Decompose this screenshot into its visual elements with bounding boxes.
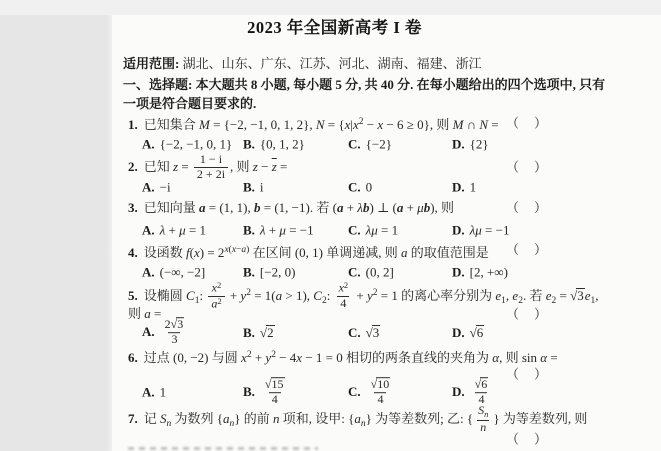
option-text: 1 <box>469 179 477 195</box>
photo-left-background <box>0 15 112 451</box>
option-text: $\frac{√6}{4}$ <box>474 377 488 406</box>
question-1-options <box>112 137 661 152</box>
question-text: 设椭圆 $C_1$: $\frac{x^2}{a^2}$ + $y^2 = 1(a > 1)$, $C_2$: $\frac{x^2}{4}$ + $y^2 = 1$ 的离心率分别为 $e_1$, $e_2$. 若 $e_2 = √3e_1$, <box>143 280 599 311</box>
photo-top-margin <box>0 0 661 15</box>
question-1-stem <box>112 115 661 130</box>
option-a <box>142 224 206 239</box>
question-text: 设函数 $f(x) = 2^{x(x-a)}$ 在区间 (0, 1) 单调递减, 则 a 的取值范围是 <box>143 245 489 260</box>
option-label: A. <box>142 222 155 238</box>
option-a <box>142 386 166 401</box>
option-label: D. <box>452 136 465 152</box>
question-text: 已知 z = $\frac{1 - i}{2 + 2i}$ , 则 $z - \overline{z}$ = <box>143 151 288 181</box>
option-label: A. <box>142 323 155 339</box>
question-text: 记 $S_n$ 为数列 $\{a_n\}$ 的前 n 项和, 设甲: $\{a_n\}$ 为等差数列; 乙: { $\frac{S_n}{n}$ } 为等差数列, 则 <box>143 403 588 434</box>
option-b <box>243 181 264 196</box>
option-label: A. <box>142 179 155 195</box>
option-text: √3 <box>365 325 380 341</box>
option-label: C. <box>348 136 361 152</box>
question-4-stem <box>112 242 661 258</box>
option-text: √2 <box>259 325 274 341</box>
option-d <box>452 224 509 239</box>
option-label: D. <box>452 383 465 399</box>
question-number: 4. <box>128 245 138 260</box>
option-c <box>348 181 372 196</box>
option-label: B. <box>243 383 255 399</box>
option-b <box>243 325 275 341</box>
answer-paren: （ ） <box>506 115 549 130</box>
option-label: C. <box>348 383 361 399</box>
question-5-options <box>112 319 661 347</box>
answer-paren: （ ） <box>506 431 549 447</box>
section-description: 本大题共 8 小题, 每小题 5 分, 共 40 分. 在每小题给出的四个选项中, 只有 <box>195 77 606 92</box>
option-c <box>348 137 392 152</box>
option-text: (−∞, −2] <box>159 264 206 280</box>
question-7-stem <box>112 405 661 432</box>
option-a <box>142 181 171 196</box>
option-text: λμ = 1 <box>365 222 399 238</box>
option-b <box>243 266 295 281</box>
option-label: C. <box>348 179 361 195</box>
option-text: λμ = −1 <box>469 222 510 238</box>
answer-paren: （ ） <box>506 242 549 257</box>
option-label: A. <box>142 264 155 280</box>
question-number: 7. <box>128 411 138 427</box>
page-title <box>112 18 557 38</box>
option-b <box>243 137 305 152</box>
question-4-options <box>112 266 661 280</box>
option-text: {2} <box>469 136 489 152</box>
option-text: √6 <box>469 325 484 341</box>
question-text: 则 a = <box>128 306 162 321</box>
cutoff-next-line-artifact <box>128 447 318 450</box>
option-d <box>452 266 508 281</box>
option-b <box>243 378 290 408</box>
question-3-options <box>112 224 661 238</box>
exam-title-text: 2023 年全国新高考 I 卷 <box>247 18 422 37</box>
option-c <box>348 325 380 341</box>
option-text: 0 <box>365 179 373 195</box>
option-label: D. <box>452 325 465 341</box>
option-label: B. <box>243 179 255 195</box>
option-text: i <box>259 179 264 195</box>
option-d <box>452 325 484 341</box>
option-text: [2, +∞) <box>469 264 508 280</box>
question-7-paren-row <box>112 432 661 446</box>
question-number: 6. <box>128 350 138 365</box>
scope-provinces: 湖北、山东、广东、江苏、河北、湖南、福建、浙江 <box>182 56 482 71</box>
option-label: D. <box>452 264 465 280</box>
option-text: {0, 1, 2} <box>259 136 305 152</box>
option-text: −i <box>159 179 171 195</box>
question-6-options <box>112 379 661 407</box>
question-text: 过点 (0, −2) 与圆 $x^2 + y^2 - 4x - 1 = 0$ 相切的两条直线的夹角为 α, 则 sin α = <box>143 350 558 365</box>
option-b <box>243 224 314 239</box>
option-text: $\frac{√15}{4}$ <box>264 377 284 406</box>
option-text: λ + μ = −1 <box>259 222 314 238</box>
option-text: 1 <box>159 384 167 400</box>
option-label: B. <box>243 136 255 152</box>
question-text: 已知集合 M = {−2, −1, 0, 1, 2}, $N = \{x|x^2 - x - 6 \ge 0\}$, 则 M ∩ N = <box>143 117 499 132</box>
question-6-stem <box>112 347 661 363</box>
option-a <box>142 137 232 152</box>
question-number: 3. <box>128 200 138 215</box>
scope-label: 适用范围: <box>123 56 180 71</box>
question-3-stem <box>112 200 661 216</box>
scope-line <box>112 56 661 72</box>
question-2-stem <box>112 152 661 181</box>
question-text: 已知向量 a = (1, 1), b = (1, −1). 若 (a + λb) ⊥ (a + μb), 则 <box>143 200 455 215</box>
option-text: {−2, −1, 0, 1} <box>159 136 233 152</box>
option-text: λ + μ = 1 <box>159 222 206 238</box>
option-a <box>142 266 205 281</box>
option-label: A. <box>142 136 155 152</box>
option-text: (0, 2] <box>365 264 394 280</box>
option-a <box>142 318 189 348</box>
question-number: 5. <box>128 288 138 303</box>
option-label: C. <box>348 325 361 341</box>
option-label: B. <box>243 264 255 280</box>
option-label: D. <box>452 222 465 238</box>
option-text: $\frac{√10}{4}$ <box>370 377 390 406</box>
option-label: B. <box>243 325 255 341</box>
option-text: {−2} <box>365 136 392 152</box>
answer-paren: （ ） <box>506 306 549 321</box>
option-label: D. <box>452 179 465 195</box>
section-description-cont: 一项是符合题目要求的. <box>123 96 257 111</box>
option-label: C. <box>348 264 361 280</box>
question-5-stem <box>112 280 661 311</box>
question-number: 2. <box>128 159 138 174</box>
question-number: 1. <box>128 117 138 132</box>
option-c <box>348 224 398 239</box>
question-2-options <box>112 181 661 195</box>
answer-paren: （ ） <box>506 200 549 215</box>
option-c <box>348 266 394 281</box>
section-label: 一、选择题: <box>123 77 193 92</box>
section-header-line2 <box>112 96 661 111</box>
option-text: [−2, 0) <box>259 264 296 280</box>
answer-paren: （ ） <box>506 159 549 174</box>
option-text: $\frac{2√3}{3}$ <box>164 317 184 346</box>
option-c <box>348 378 395 408</box>
option-label: A. <box>142 384 155 400</box>
option-label: C. <box>348 222 361 238</box>
option-d <box>452 181 476 196</box>
option-label: B. <box>243 222 255 238</box>
section-header-line1 <box>112 77 661 93</box>
option-d <box>452 137 489 152</box>
exam-page <box>112 15 661 451</box>
answer-paren: （ ） <box>506 366 549 382</box>
